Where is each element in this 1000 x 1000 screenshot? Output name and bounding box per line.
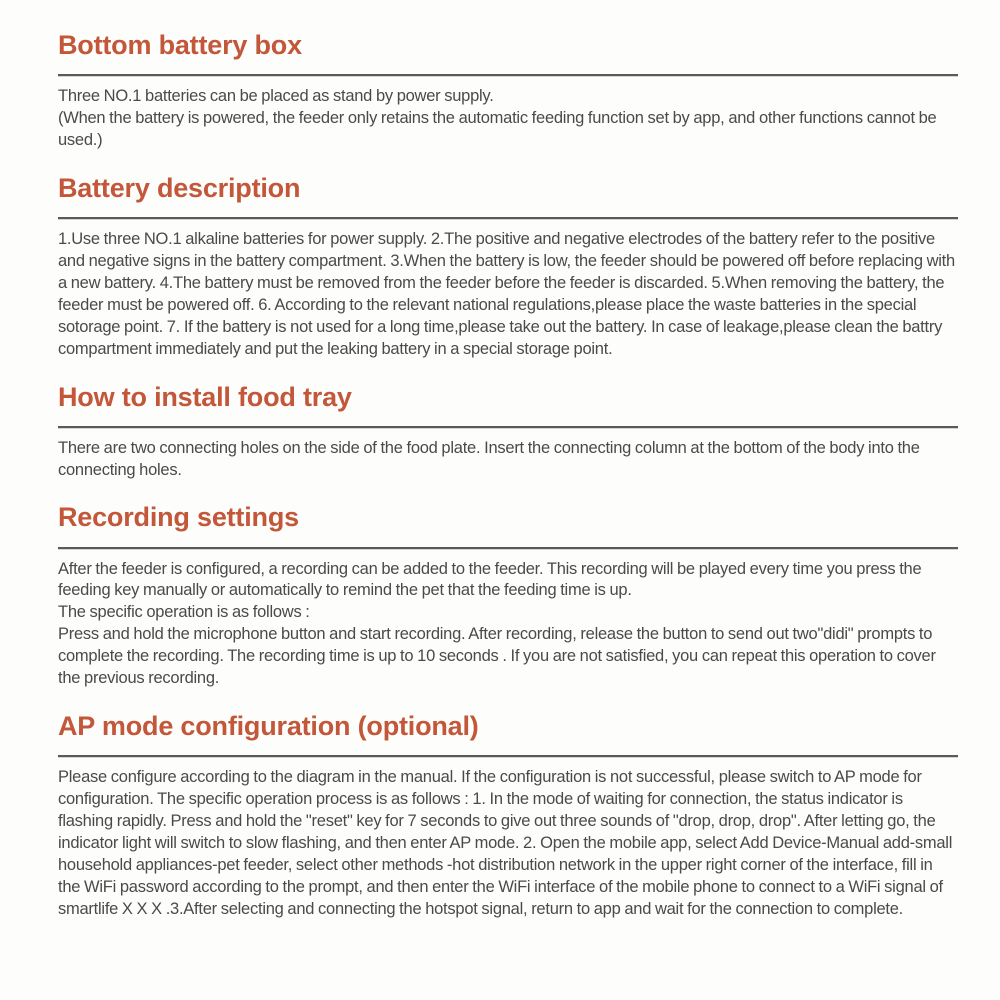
heading-divider	[58, 74, 958, 76]
section-bottom-battery-box	[58, 30, 958, 152]
heading-divider	[58, 547, 958, 549]
section-install-food-tray	[58, 382, 958, 482]
section-battery-description	[58, 173, 958, 361]
section-heading: Battery description	[58, 172, 301, 203]
paragraph: Press and hold the microphone button and start recording. After recording, release the button to send out two"didi" prompts to complete the recording. The recording time is up to 10 seconds . If you are not satisfied, you can repeat this operation to cover the previous recording.	[58, 625, 936, 688]
paragraph: 1.Use three NO.1 alkaline batteries for power supply. 2.The positive and negative electrodes of the battery refer to the positive and negative signs in the battery compartment. 3.When the battery is low, the feeder should be powered off before replacing with a new battery. 4.The battery must be removed from the feeder before the feeder is discarded. 5.When removing the battery, the feeder must be powered off. 6. According to the relevant national regulations,please place the waste batteries in the special sotorage point. 7. If the battery is not used for a long time,please take out the battery. In case of leakage,please clean the battry compartment immediately and put the leaking battery in a special storage point.	[58, 229, 955, 358]
section-body	[58, 86, 958, 152]
heading-divider	[58, 755, 958, 757]
section-recording-settings	[58, 502, 958, 690]
heading-divider	[58, 217, 958, 219]
section-heading: Recording settings	[58, 502, 299, 533]
section-heading: AP mode configuration (optional)	[58, 711, 479, 742]
paragraph: After the feeder is configured, a recording can be added to the feeder. This recording will be played every time you press the feeding key manually or automatically to remind the pet that the feeding time is up.	[58, 559, 922, 600]
paragraph: There are two connecting holes on the side of the food plate. Insert the connecting column at the bottom of the body into the connecting holes.	[58, 438, 920, 479]
section-body	[58, 559, 958, 691]
paragraph: The specific operation is as follows :	[58, 603, 310, 622]
paragraph: Please configure according to the diagram in the manual. If the configuration is not successful, please switch to AP mode for configuration. The specific operation process is as follows : 1. In the mode of waiting for connection, the status indicator is flashing rapidly. Press and hold the "reset" key for 7 seconds to give out three sounds of "drop, drop, drop". After letting go, the indicator light will switch to slow flashing, and then enter AP mode. 2. Open the mobile app, select Add Device-Manual add-small household appliances-pet feeder, select other methods -hot distribution network in the upper right corner of the interface, fill in the WiFi password according to the prompt, and then enter the WiFi interface of the mobile phone to connect to a WiFi signal of smartlife X X X .3.After selecting and connecting the hotspot signal, return to app and wait for the connection to complete.	[58, 768, 953, 918]
section-body	[58, 229, 958, 361]
paragraph: Three NO.1 batteries can be placed as stand by power supply.	[58, 87, 494, 106]
section-body	[58, 438, 958, 482]
section-heading: Bottom battery box	[58, 30, 302, 60]
heading-divider	[58, 426, 958, 428]
section-body	[58, 767, 958, 921]
section-ap-mode-configuration	[58, 711, 958, 921]
paragraph: (When the battery is powered, the feeder only retains the automatic feeding function set by app, and other functions cannot be used.)	[58, 108, 937, 149]
section-heading: How to install food tray	[58, 381, 352, 412]
